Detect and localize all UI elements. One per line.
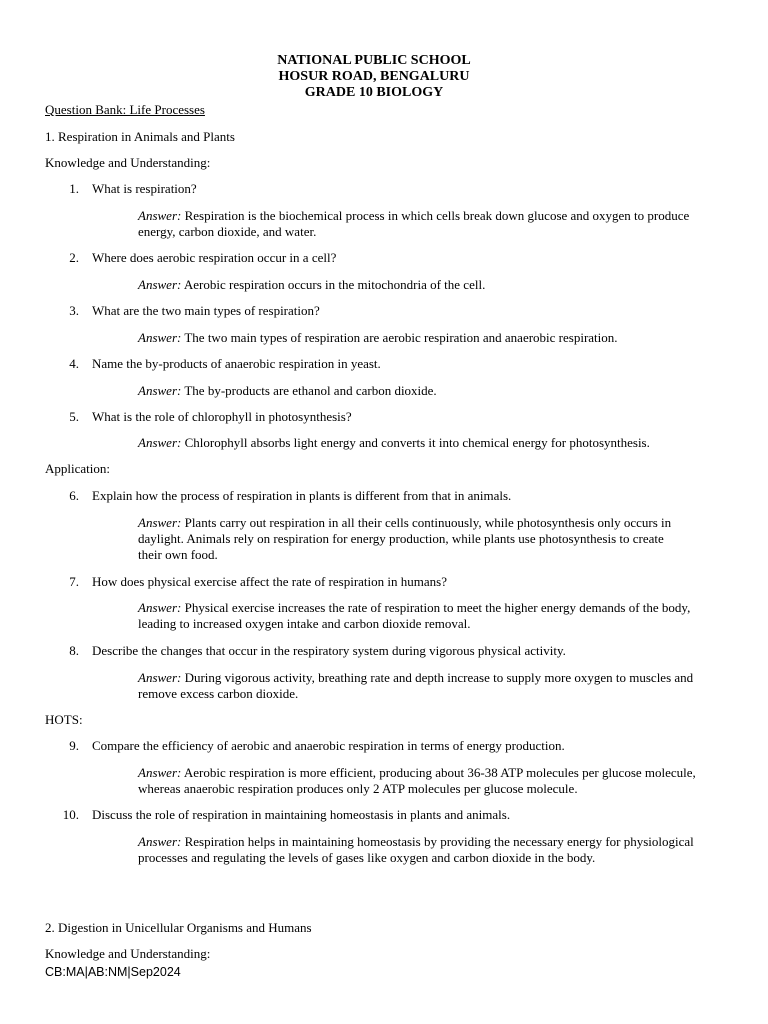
section-heading-hots: HOTS: (45, 712, 83, 727)
answer-label: Answer: (138, 765, 182, 780)
section-heading-application: Application: (45, 461, 110, 476)
answer-text: Plants carry out respiration in all their cells continuously, while photosynthesis only occurs in daylight. Animals rely on respiration for energy production, while plants use photosynthesis to create their own food. (138, 515, 672, 562)
section-heading-knowledge: Knowledge and Understanding: (45, 155, 211, 170)
question-number: 9. (69, 738, 79, 753)
question-text: What is the role of chlorophyll in photosynthesis? (92, 409, 352, 424)
answer-label: Answer: (138, 208, 182, 223)
answer-block (138, 670, 698, 702)
answer-text: During vigorous activity, breathing rate and depth increase to supply more oxygen to muscles and remove excess carbon dioxide. (138, 670, 694, 701)
question-number: 7. (69, 574, 79, 589)
question-number: 6. (69, 488, 79, 503)
answer-block (138, 600, 703, 632)
school-header (0, 53, 748, 101)
answer-block (138, 435, 718, 451)
question-number: 10. (62, 807, 79, 822)
answer-label: Answer: (138, 277, 182, 292)
answer-text: The two main types of respiration are aerobic respiration and anaerobic respiration. (184, 330, 618, 345)
answer-text: Chlorophyll absorbs light energy and converts it into chemical energy for photosynthesis. (184, 435, 650, 450)
question-number: 8. (69, 643, 79, 658)
school-name: NATIONAL PUBLIC SCHOOL (277, 53, 471, 68)
question-text: What are the two main types of respiration? (92, 303, 320, 318)
answer-label: Answer: (138, 834, 182, 849)
answer-label: Answer: (138, 600, 182, 615)
question-text: Name the by-products of anaerobic respiration in yeast. (92, 356, 381, 371)
question-text: What is respiration? (92, 181, 197, 196)
answer-label: Answer: (138, 670, 182, 685)
answer-block (138, 208, 703, 240)
answer-text: Aerobic respiration is more efficient, producing about 36-38 ATP molecules per glucose molecule, whereas anaerobic respiration produces only 2 ATP molecules per glucose molecule. (138, 765, 696, 796)
answer-text: Respiration helps in maintaining homeostasis by providing the necessary energy for physiological processes and regulating the levels of gases like oxygen and carbon dioxide in the body. (138, 834, 694, 865)
answer-label: Answer: (138, 330, 182, 345)
answer-label: Answer: (138, 435, 182, 450)
answer-block (138, 765, 703, 797)
grade-subject: GRADE 10 BIOLOGY (304, 85, 444, 100)
answer-block (138, 383, 703, 399)
section-title: 1. Respiration in Animals and Plants (45, 129, 235, 144)
question-text: Discuss the role of respiration in maintaining homeostasis in plants and animals. (92, 807, 511, 822)
question-number: 4. (69, 356, 79, 371)
question-text: How does physical exercise affect the rate of respiration in humans? (92, 574, 447, 589)
question-number: 3. (69, 303, 79, 318)
answer-text: Physical exercise increases the rate of respiration to meet the higher energy demands of the body, leading to increased oxygen intake and carbon dioxide removal. (138, 600, 691, 631)
question-text: Explain how the process of respiration in plants is different from that in animals. (92, 488, 512, 503)
section-title: 2. Digestion in Unicellular Organisms and Humans (45, 920, 312, 935)
section-heading-knowledge: Knowledge and Understanding: (45, 946, 211, 961)
answer-text: The by-products are ethanol and carbon dioxide. (184, 383, 437, 398)
answer-label: Answer: (138, 515, 182, 530)
question-bank-title: Question Bank: Life Processes (45, 102, 205, 117)
answer-block (138, 277, 703, 293)
question-text: Where does aerobic respiration occur in a cell? (92, 250, 337, 265)
answer-label: Answer: (138, 383, 182, 398)
question-number: 2. (69, 250, 79, 265)
answer-text: Aerobic respiration occurs in the mitochondria of the cell. (183, 277, 486, 292)
answer-block (138, 515, 683, 563)
answer-block (138, 330, 703, 346)
question-number: 1. (69, 181, 79, 196)
school-address: HOSUR ROAD, BENGALURU (278, 69, 470, 84)
answer-block (138, 834, 703, 866)
question-number: 5. (69, 409, 79, 424)
question-text: Describe the changes that occur in the respiratory system during vigorous physical activity. (92, 643, 566, 658)
question-text: Compare the efficiency of aerobic and anaerobic respiration in terms of energy production. (92, 738, 565, 753)
document-footer: CB:MA|AB:NM|Sep2024 (45, 965, 181, 979)
answer-text: Respiration is the biochemical process in which cells break down glucose and oxygen to produce energy, carbon dioxide, and water. (138, 208, 690, 239)
